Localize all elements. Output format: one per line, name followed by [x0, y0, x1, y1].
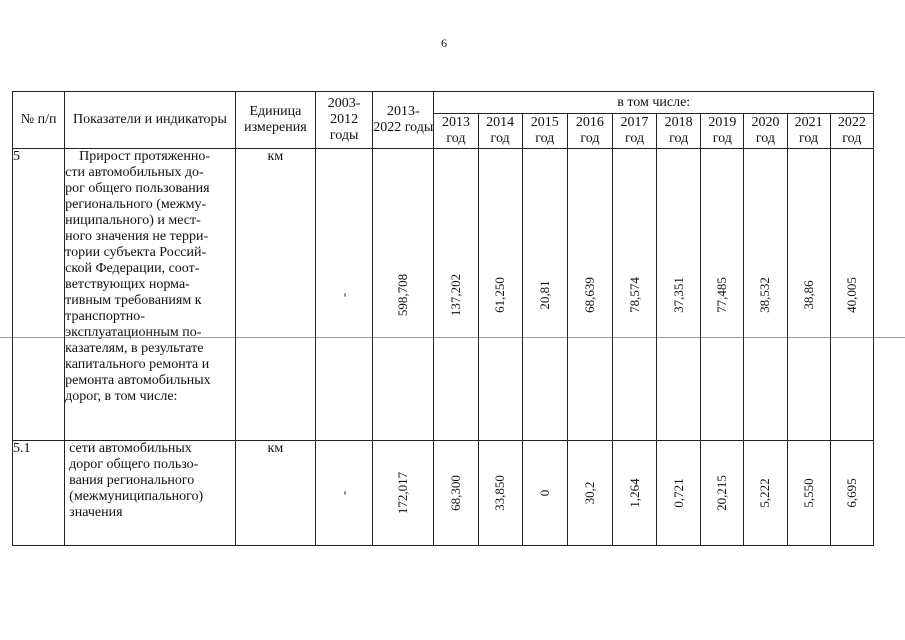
header-year-2021	[787, 114, 830, 149]
cell-year-2015	[522, 149, 567, 441]
table-row	[13, 149, 874, 441]
cell-value: 30,2	[581, 481, 597, 505]
header-year-value: 2021	[794, 115, 823, 130]
header-including: в том числе:	[434, 92, 874, 114]
cell-value: 20,215	[714, 475, 730, 511]
cell-value: 5,222	[757, 478, 773, 508]
indicator-name-line: сети автомобильных	[69, 441, 192, 456]
row-unit: км	[235, 441, 315, 546]
indicator-name-line: тивным требованиям к	[65, 293, 202, 308]
cell-year-2014	[478, 149, 522, 441]
header-period-2003-2012: 2003-2012 годы	[316, 92, 373, 149]
header-num: № п/п	[13, 92, 65, 149]
header-year-2016	[567, 114, 612, 149]
indicator-name-line: рог общего пользования	[65, 181, 210, 196]
header-year-value: 2018	[664, 115, 693, 130]
cell-year-2020	[744, 441, 787, 546]
header-year-2017	[612, 114, 656, 149]
header-year-value: 2019	[708, 115, 737, 130]
cell-year-2016	[567, 441, 612, 546]
header-year-value: 2017	[620, 115, 649, 130]
indicator-name-line: дорог общего пользо-	[69, 457, 199, 472]
header-year-suffix: год	[580, 131, 600, 146]
row-unit: км	[235, 149, 315, 441]
indicators-table	[12, 91, 874, 546]
cell-value: -	[336, 292, 352, 297]
indicator-name-line: ниципального) и мест-	[65, 213, 201, 228]
cell-value: 6,695	[843, 478, 859, 508]
cell-year-2015	[522, 441, 567, 546]
cell-value: 1,264	[626, 478, 642, 508]
cell-value: 20,81	[536, 279, 552, 310]
cell-value: 37,351	[670, 276, 686, 313]
cell-period-2013-2022	[373, 441, 434, 546]
row-number: 5	[13, 149, 65, 441]
cell-year-2014	[478, 441, 522, 546]
header-year-suffix: год	[535, 131, 555, 146]
indicator-name-line: сти автомобильных до-	[65, 165, 204, 180]
cell-value: 38,532	[757, 276, 773, 313]
cell-period-2003-2012	[316, 149, 373, 441]
indicator-name-line: эксплуатационным по-	[65, 325, 202, 340]
cell-year-2016	[567, 149, 612, 441]
header-year-2019	[701, 114, 744, 149]
header-year-2022	[830, 114, 873, 149]
header-year-suffix: год	[490, 131, 510, 146]
header-year-2014	[478, 114, 522, 149]
header-year-value: 2015	[530, 115, 559, 130]
indicator-name-line: транспортно-	[65, 309, 145, 324]
indicator-name-line: ного значения не терри-	[65, 229, 209, 244]
indicator-name-line: значения	[69, 505, 123, 520]
cell-value: 33,850	[492, 475, 508, 511]
cell-value: 78,574	[626, 276, 642, 313]
cell-value: 68,300	[447, 475, 463, 511]
header-year-value: 2014	[486, 115, 515, 130]
cell-value: 61,250	[492, 276, 508, 313]
indicator-name-line: ветствующих норма-	[65, 277, 190, 292]
cell-value: 68,639	[581, 276, 597, 313]
indicator-name-line: казателям, в результате	[65, 341, 204, 356]
cell-value: 0,721	[670, 478, 686, 508]
header-year-value: 2016	[575, 115, 604, 130]
header-year-suffix: год	[446, 131, 466, 146]
cell-value: 172,017	[395, 471, 411, 515]
table-row	[13, 441, 874, 546]
header-year-suffix: год	[669, 131, 689, 146]
cell-value: 40,005	[843, 276, 859, 313]
cell-year-2018	[657, 441, 701, 546]
header-year-suffix: год	[712, 131, 732, 146]
indicator-name-line: ремонта автомобильных	[65, 373, 211, 388]
row-indicator-name	[65, 441, 236, 546]
header-year-suffix: год	[755, 131, 776, 146]
header-year-suffix: год	[842, 131, 862, 146]
indicator-name-line: (межмуниципального)	[69, 489, 204, 504]
cell-period-2003-2012	[316, 441, 373, 546]
header-year-2013	[434, 114, 478, 149]
indicator-name-line: дорог, в том числе:	[65, 389, 178, 404]
cell-value: -	[336, 490, 352, 496]
cell-value: 598,708	[395, 273, 411, 316]
header-unit: Единица измерения	[235, 92, 315, 149]
cell-year-2021	[787, 149, 830, 441]
cell-year-2019	[701, 441, 744, 546]
header-indicators: Показатели и индикаторы	[65, 92, 236, 149]
header-year-2018	[657, 114, 701, 149]
header-year-suffix: год	[799, 131, 819, 146]
row-indicator-name	[65, 149, 236, 441]
cell-value: 38,86	[800, 279, 816, 310]
header-year-suffix: год	[624, 131, 645, 146]
header-year-value: 2022	[837, 115, 866, 130]
cell-year-2021	[787, 441, 830, 546]
indicator-name-line: тории субъекта Россий-	[65, 245, 207, 260]
header-period-2013-2022: 2013-2022 годы	[373, 92, 434, 149]
cell-year-2017	[612, 149, 656, 441]
cell-year-2013	[434, 149, 478, 441]
cell-value: 77,485	[714, 276, 730, 313]
indicator-name-line: вания регионального	[69, 473, 195, 488]
cell-value: 5,550	[800, 478, 816, 508]
row-number: 5.1	[13, 441, 65, 546]
indicator-name-line: ской Федерации, соот-	[65, 261, 200, 276]
cell-year-2020	[744, 149, 787, 441]
table-body	[13, 149, 874, 546]
cell-value: 0	[536, 489, 552, 497]
indicator-name-line: регионального (межму-	[65, 197, 207, 212]
header-year-value: 2020	[751, 115, 780, 130]
cell-year-2018	[657, 149, 701, 441]
cell-year-2013	[434, 441, 478, 546]
cell-year-2022	[830, 441, 873, 546]
indicator-name-line: капитального ремонта и	[65, 357, 210, 372]
cell-period-2013-2022	[373, 149, 434, 441]
cell-year-2017	[612, 441, 656, 546]
cell-year-2022	[830, 149, 873, 441]
indicator-name-line: Прирост протяженно-	[79, 149, 210, 164]
header-year-2020	[744, 114, 787, 149]
header-year-2015	[522, 114, 567, 149]
cell-value: 137,202	[447, 273, 463, 316]
header-year-value: 2013	[441, 115, 470, 130]
page-number: 6	[441, 36, 447, 50]
cell-year-2019	[701, 149, 744, 441]
